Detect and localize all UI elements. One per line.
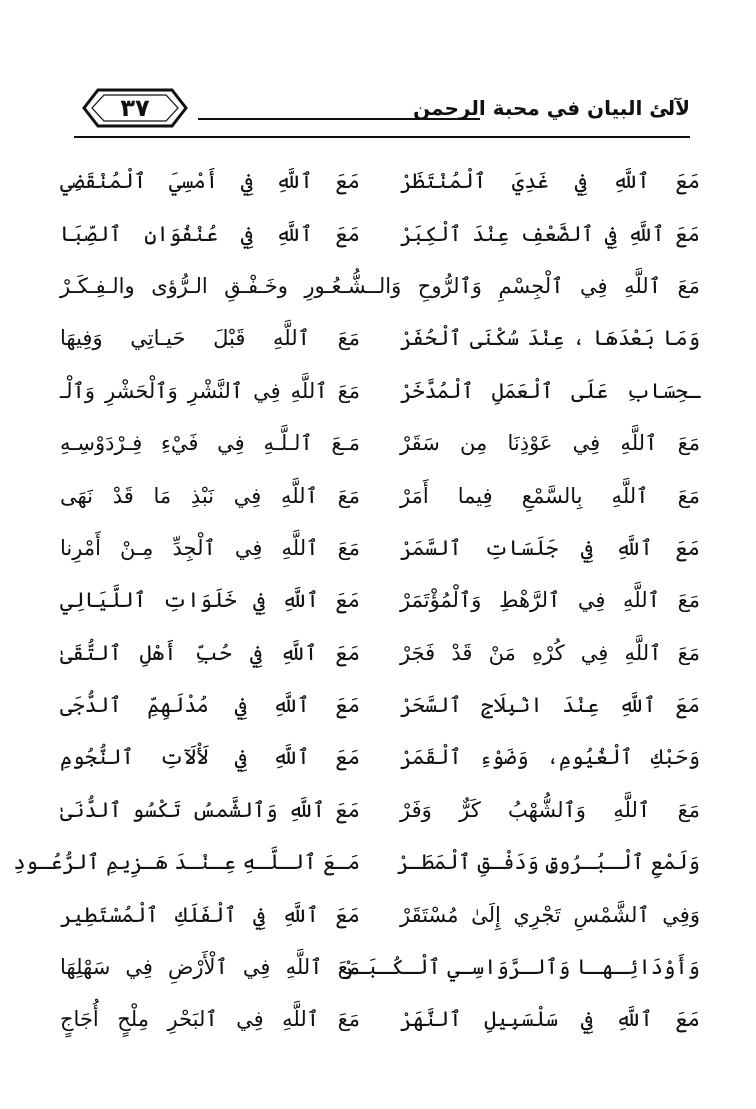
poem — [13, 155, 700, 1046]
verse — [60, 731, 700, 783]
verse — [60, 574, 700, 626]
verse — [60, 312, 700, 364]
verse — [60, 784, 700, 836]
page-header — [70, 78, 690, 140]
verse-second-hemistich: مَعَ ٱللَّهِ فِي سَلْسَبِيلِ ٱلنَّهَرْ — [400, 1007, 700, 1032]
verse-second-hemistich: مَعَ ٱللَّهِ فِي كُرْهِ مَنْ قَدْ فَجَرْ — [400, 640, 700, 665]
verse — [60, 417, 700, 469]
verse-second-hemistich: ـحِسَابِ عَلَى ٱلْعَمَلِ ٱلْمُدَّخَرْ — [400, 378, 700, 403]
verse-second-hemistich: وَحَبْكِ ٱلْغُيُومِ، وَضَوْءِ ٱلْقَمَرْ — [400, 745, 700, 770]
verse-first-hemistich: مَعَ ٱللَّهِ فِي ٱلنَّشْرِ وَٱلْحَشْرِ وَٱلْـ — [60, 378, 360, 403]
verse-first-hemistich: مَعَ ٱللَّهِ وَٱلشَّمسُ تَكْسُو ٱلدُّنَىٰ — [60, 797, 360, 822]
verse — [60, 993, 700, 1045]
verse-second-hemistich: وَأَوْدَائِـهـا وَٱلـرَّوَاسِـي ٱلْـكُـبَـرْ — [342, 955, 700, 980]
verse-second-hemistich: مَعَ ٱللَّهِ فِي جَلَسَاتِ ٱلسَّمَرْ — [400, 535, 700, 560]
verse-second-hemistich: وَلَمْعِ ٱلْـبُـرُوقِ وَدَفْـقِ ٱلْمَطَـرْ — [396, 850, 700, 875]
verse-second-hemistich: مَعَ ٱللَّهِ وَٱلشُّهْبُ كَرٌّ وَفَرْ — [400, 797, 700, 822]
verse — [60, 365, 700, 417]
verse-first-hemistich: مَـعَ ٱلـلَّـهِ فِي فَيْءِ فِـرْدَوْسِـهِ — [60, 431, 360, 456]
verse-first-hemistich: مَعَ ٱللَّهِ قَبْلَ حَيـاتِي وَفِيهَا — [60, 326, 360, 351]
verse — [60, 679, 700, 731]
verse — [13, 836, 700, 888]
header-underline — [74, 136, 690, 138]
verse-first-hemistich: مَعَ ٱللَّهِ فِي عُنْفُوَانِ ٱلصِّبَا — [60, 221, 360, 246]
verse-full-line: مَعَ ٱللَّهِ فِي ٱلْجِسْمِ وَٱلرُّوحِ وَالــشُّـعُـورِ وخَـفْـقِ الـرُّؤى والـفِـكَـرْ — [60, 273, 700, 298]
verse-second-hemistich: وَمَا بَعْدَهَا ، عِنْدَ سُكْنَى ٱلْحُفَرْ — [400, 326, 700, 351]
verse-first-hemistich: مَعَ ٱللَّهِ فِي أَمْسِيَ ٱلْمُنْقَضِي — [60, 169, 360, 194]
verse — [60, 888, 700, 940]
verse-first-hemistich: مَعَ ٱللَّهِ فِي ٱلبَحْرِ مِلْحٍ أُجَاجٍ — [60, 1007, 360, 1032]
verse-first-hemistich: مَـعَ ٱلـلَّـهِ عِـنْـدَ هَـزِيمِ ٱلرُّعُـودِ — [13, 850, 360, 875]
verse-first-hemistich: مَعَ ٱللَّهِ فِي خَلَوَاتِ ٱللَّيَالِي — [60, 588, 360, 613]
verse-first-hemistich: مَعَ ٱللَّهِ فِي مُدْلَهِمِّ ٱلدُّجَى — [60, 693, 360, 718]
verse-first-hemistich: مَعَ ٱللَّهِ فِي ٱلْجِدِّ مِـنْ أَمْرِنا — [60, 535, 360, 560]
verse-first-hemistich: مَعَ ٱللَّهِ فِي ٱلْأَرْضِ فِي سَهْلِهَا — [60, 955, 360, 980]
verse-first-hemistich: مَعَ ٱللَّهِ فِي حُبِّ أَهْلِ ٱلتُّقَىٰ — [60, 640, 360, 665]
verse-first-hemistich: مَعَ ٱللَّهِ فِي لَأْلَآتِ ٱلنُّجُومِ — [60, 745, 360, 770]
verse-first-hemistich: مَعَ ٱللَّهِ فِي ٱلْفَلَكِ ٱلْمُسْتَطِير — [60, 902, 360, 927]
verse — [60, 941, 700, 993]
book-title: لآلئ البيان في محبة الرحمن — [413, 96, 690, 120]
verse — [60, 469, 700, 521]
verse — [60, 627, 700, 679]
page-number: ٣٧ — [120, 94, 150, 122]
verse-second-hemistich: مَعَ ٱللَّهِ عِنْدَ انْبِلَاجِ ٱلسَّحَرْ — [400, 693, 700, 718]
verse — [60, 522, 700, 574]
verse — [60, 155, 700, 207]
verse-second-hemistich: مَعَ ٱللَّهِ فِي ٱلضَّعْفِ عِنْدَ ٱلْكِبَرْ — [400, 221, 700, 246]
verse-second-hemistich: وَفِي ٱلشَّمْسِ تَجْرِي إِلَىٰ مُسْتَقَرْ — [400, 902, 700, 927]
verse-second-hemistich: مَعَ ٱللَّهِ بِالسَّمْعِ فِيما أَمَرْ — [400, 483, 700, 508]
verse-second-hemistich: مَعَ ٱللَّهِ فِي عَوْذِنَا مِن سَقَرْ — [400, 431, 700, 456]
verse-second-hemistich: مَعَ ٱللَّهِ فِي ٱلرَّهْطِ وَٱلْمُؤْتَمَرْ — [400, 588, 700, 613]
page-number-frame — [82, 86, 188, 130]
verse — [60, 260, 700, 312]
verse — [60, 207, 700, 259]
verse-second-hemistich: مَعَ ٱللَّهِ فِي غَدِيَ ٱلْمُنْتَظَرْ — [400, 169, 700, 194]
verse-first-hemistich: مَعَ ٱللَّهِ فِي نَبْذِ مَا قَدْ نَهَى — [60, 483, 360, 508]
